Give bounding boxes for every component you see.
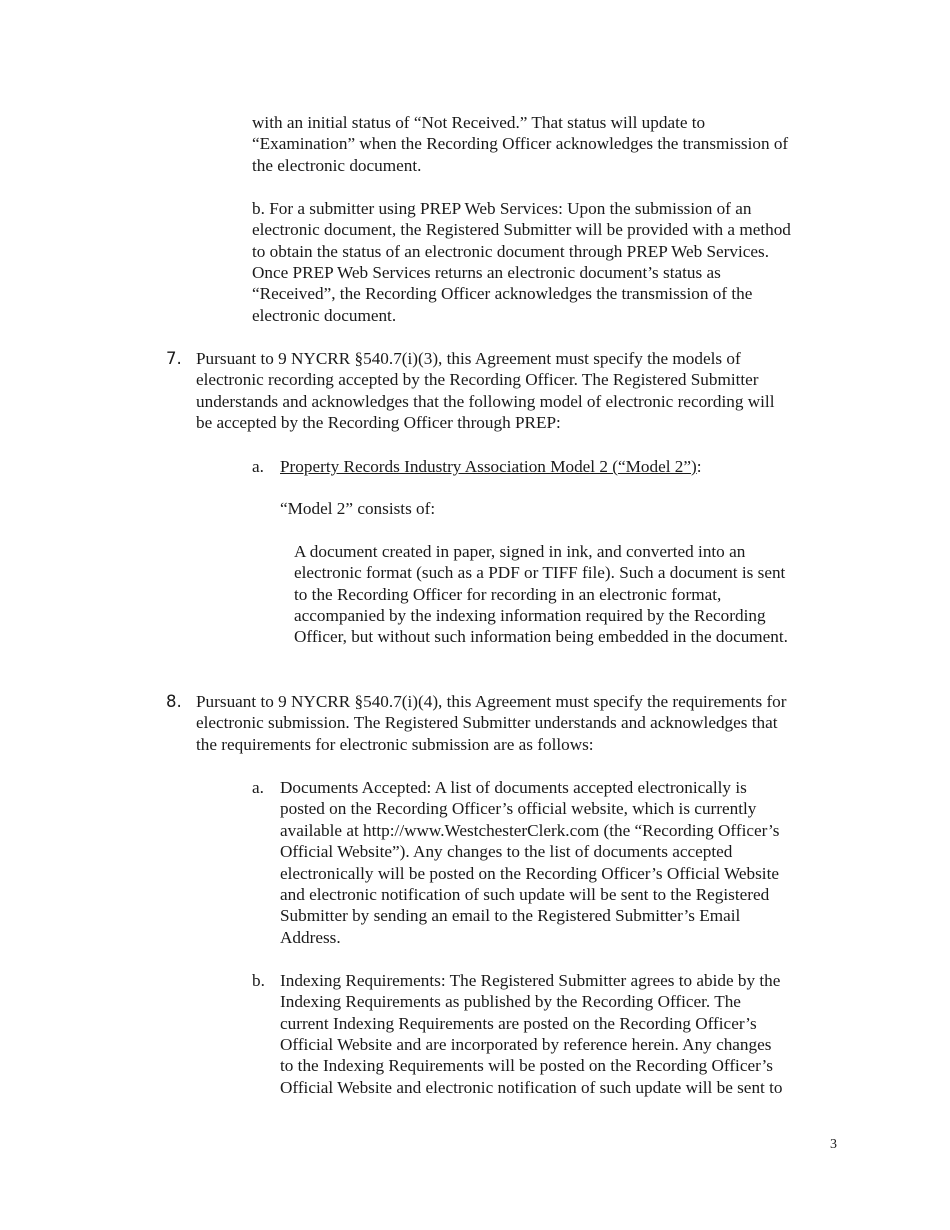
sec6b-line-4: Once PREP Web Services returns an electronic document’s status as [252,263,721,282]
sec6a-line-2: “Examination” when the Recording Officer acknowledges the transmission of [252,134,789,153]
model-2-desc-line-3: to the Recording Officer for recording in an electronic format, [294,585,722,604]
sec8a-line-4: Official Website”). Any changes to the list of documents accepted [280,842,733,861]
model-2-desc-line-5: Officer, but without such information being embedded in the document. [294,627,788,646]
sec7-line-4: be accepted by the Recording Officer through PREP: [196,413,561,432]
sec8b-label: b. [252,971,265,990]
model-2-heading-colon: : [696,457,702,476]
sec8b-line-2: Indexing Requirements as published by the Recording Officer. The [280,992,741,1011]
sec8a-line-6: and electronic notification of such update will be sent to the Registered [280,885,770,904]
sec6b-line-1: b. For a submitter using PREP Web Services: Upon the submission of an [252,199,752,218]
model-2-heading: Property Records Industry Association Model 2 (“Model 2”) [280,457,697,476]
sec7-line-2: electronic recording accepted by the Recording Officer. The Registered Submitter [196,370,759,389]
sec7a-label: a. [252,457,264,476]
model-2-desc-line-1: A document created in paper, signed in ink, and converted into an [294,542,746,561]
sec8a-line-2: posted on the Recording Officer’s official website, which is currently [280,799,757,818]
sec8b-line-6: Official Website and electronic notification of such update will be sent to [280,1078,783,1097]
sec7-line-3: understands and acknowledges that the following model of electronic recording will [196,392,775,411]
sec7-line-1: Pursuant to 9 NYCRR §540.7(i)(3), this Agreement must specify the models of [196,349,741,368]
sec8a-line-5: electronically will be posted on the Recording Officer’s Official Website [280,864,779,883]
sec8b-line-1: Indexing Requirements: The Registered Submitter agrees to abide by the [280,971,781,990]
sec6b-line-3: to obtain the status of an electronic document through PREP Web Services. [252,242,769,261]
sec8a-line-3: available at http://www.WestchesterClerk.com (the “Recording Officer’s [280,821,780,840]
model-2-consists-of: “Model 2” consists of: [280,499,436,518]
sec6b-line-6: electronic document. [252,306,397,325]
model-2-desc-line-2: electronic format (such as a PDF or TIFF file). Such a document is sent [294,563,786,582]
sec6a-line-3: the electronic document. [252,156,422,175]
sec8-line-2: electronic submission. The Registered Submitter understands and acknowledges that [196,713,778,732]
sec8-line-3: the requirements for electronic submission are as follows: [196,735,594,754]
sec8b-line-4: Official Website and are incorporated by reference herein. Any changes [280,1035,772,1054]
section-7-number: 7. [166,349,182,368]
sec8a-line-8: Address. [280,928,341,947]
sec8a-label: a. [252,778,264,797]
sec8a-line-7: Submitter by sending an email to the Registered Submitter’s Email [280,906,741,925]
section-8-number: 8. [166,692,182,711]
sec7a-heading-row [280,456,702,477]
sec6a-line-1: with an initial status of “Not Received.” That status will update to [252,113,706,132]
sec8b-line-3: current Indexing Requirements are posted on the Recording Officer’s [280,1014,757,1033]
sec6b-line-5: “Received”, the Recording Officer acknowledges the transmission of the [252,284,753,303]
sec8-line-1: Pursuant to 9 NYCRR §540.7(i)(4), this Agreement must specify the requirements for [196,692,787,711]
model-2-desc-line-4: accompanied by the indexing information required by the Recording [294,606,766,625]
sec8b-line-5: to the Indexing Requirements will be posted on the Recording Officer’s [280,1056,773,1075]
page-number: 3 [830,1137,837,1152]
sec6b-line-2: electronic document, the Registered Submitter will be provided with a method [252,220,791,239]
sec8a-line-1: Documents Accepted: A list of documents accepted electronically is [280,778,747,797]
